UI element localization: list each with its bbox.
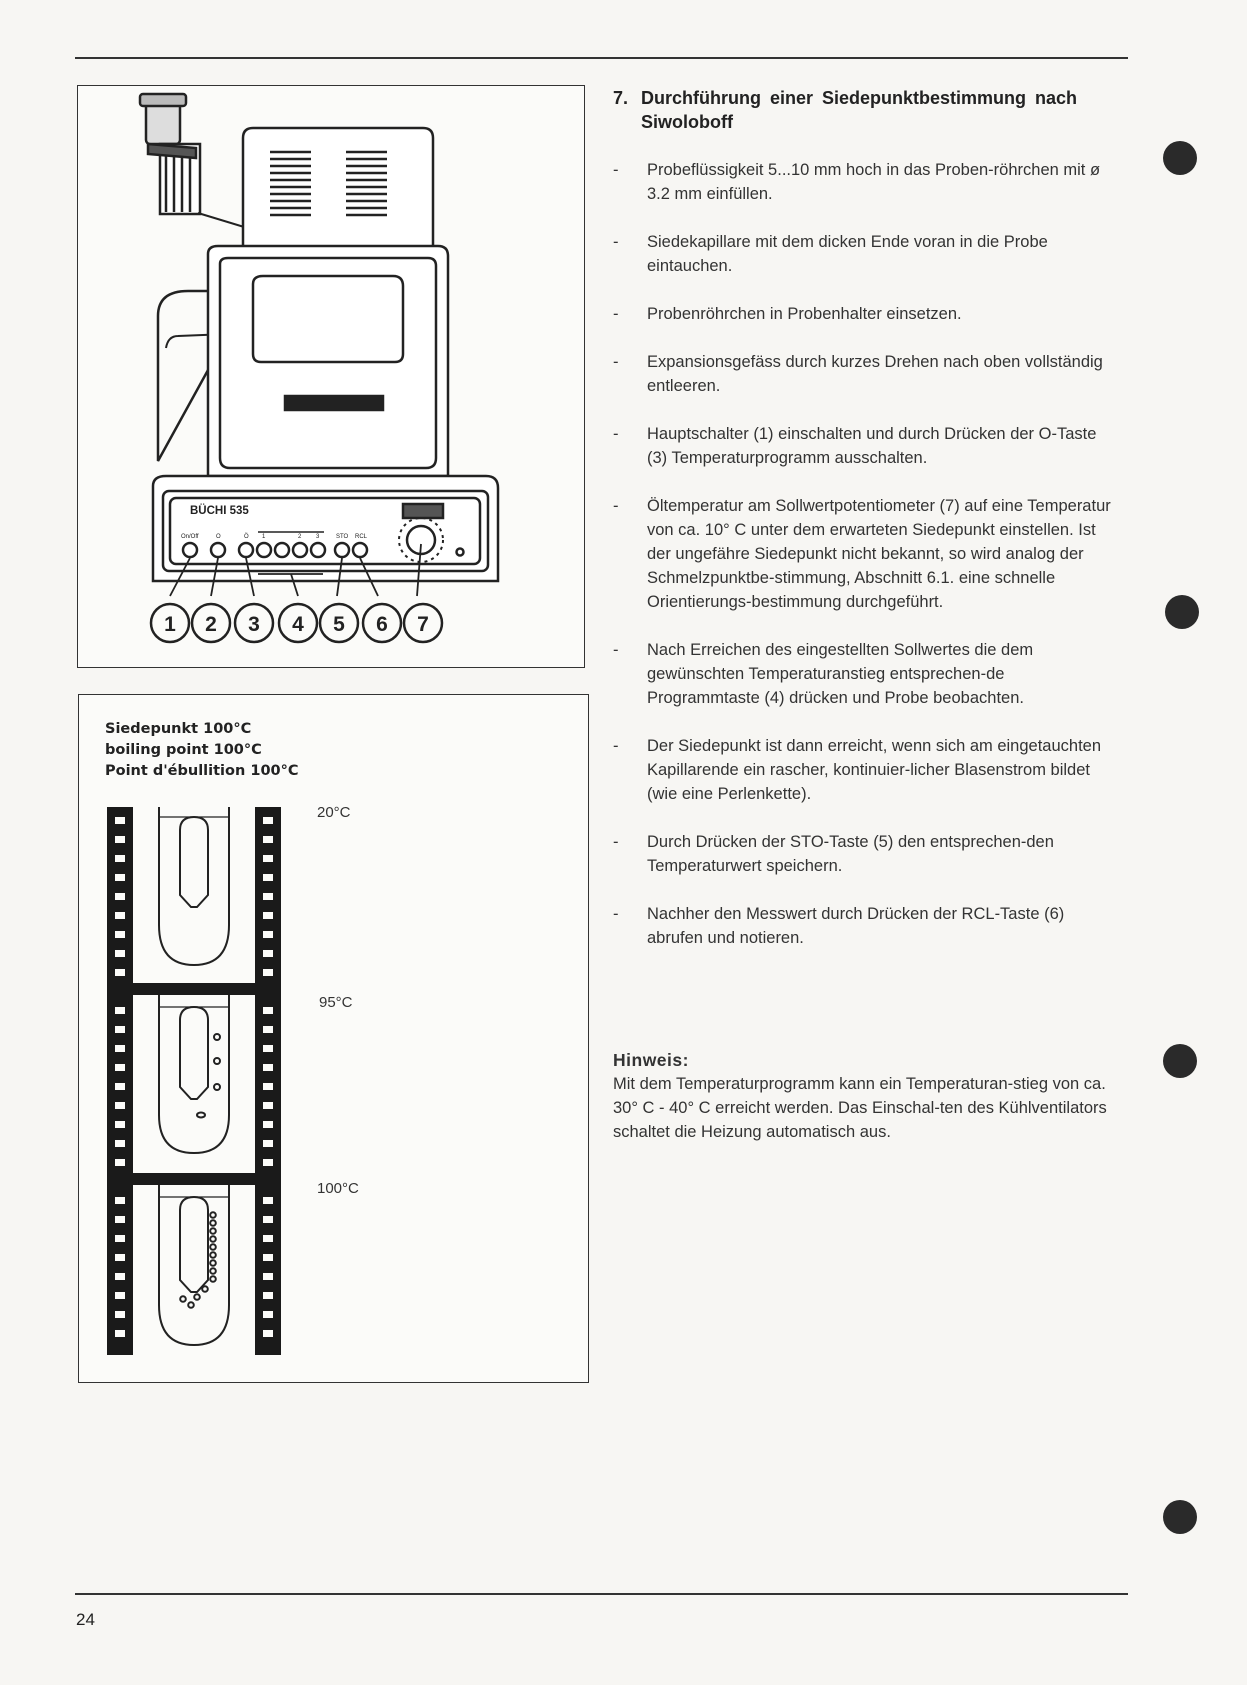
punch-hole-icon [1163, 1044, 1197, 1078]
panel-key: 3 [316, 534, 320, 540]
callout-4: 4 [292, 613, 304, 636]
callout-5: 5 [333, 613, 345, 636]
bottom-rule [75, 1593, 1128, 1595]
callout-1: 1 [164, 613, 176, 636]
list-item: - Nach Erreichen des eingestellten Sollwertes die dem gewünschten Temperaturanstieg entsprechen-de Programmtaste (4) drücken und Probe beobachten. [613, 641, 1034, 707]
list-item: - Expansionsgefäss durch kurzes Drehen nach oben vollständig entleeren. [613, 353, 1103, 395]
list-item: - Öltemperatur am Sollwertpotentiometer (7) auf eine Temperatur von ca. 10° C unter dem erwarteten Siedepunkt einstellen. Ist der ungefähre Siedepunkt nicht bekannt, so wird analog der Schmelzpunktbe-stimmung, Abschnitt 6.1. eine schnelle Orientierungs-bestimmung durchgeführt. [613, 497, 1111, 611]
section-title-text: Durchführung einer Siedepunktbestimmung nach Siwoloboff [641, 88, 1078, 132]
note-block [613, 1048, 1133, 1144]
panel-key: STO [336, 534, 349, 540]
temp-95: 95°C [319, 994, 353, 1011]
list-item: - Probeflüssigkeit 5...10 mm hoch in das Proben-röhrchen mit ø 3.2 mm einfüllen. [613, 161, 1101, 203]
panel-key: 2 [298, 534, 302, 540]
section-heading [613, 86, 1103, 134]
label-en: boiling point 100°C [105, 742, 262, 758]
list-item: - Der Siedepunkt ist dann erreicht, wenn sich am eingetauchten Kapillarende ein rascher, kontinuier-licher Blasenstrom bildet (wie eine Perlenkette). [613, 737, 1102, 803]
list-item: - Siedekapillare mit dem dicken Ende voran in die Probe eintauchen. [613, 233, 1048, 275]
film-strip-drawing [79, 695, 590, 1384]
panel-key: RCL [355, 534, 368, 540]
panel-key: Ö [244, 534, 249, 540]
callout-6: 6 [376, 613, 388, 636]
apparatus-drawing [78, 86, 586, 669]
label-de: Siedepunkt 100°C [105, 721, 252, 737]
section-title [613, 86, 1103, 134]
list-item: - Hauptschalter (1) einschalten und durch Drücken der O-Taste (3) Temperaturprogramm ausschalten. [613, 425, 1097, 467]
top-rule [75, 57, 1128, 59]
brand-label: BÜCHI 535 [190, 505, 249, 517]
punch-hole-icon [1163, 1500, 1197, 1534]
label-fr: Point d'ébullition 100°C [105, 763, 299, 779]
temp-20: 20°C [317, 804, 351, 821]
apparatus-figure [77, 85, 585, 668]
punch-hole-icon [1163, 141, 1197, 175]
callout-3: 3 [248, 613, 260, 636]
list-item: - Probenröhrchen in Probenhalter einsetzen. [613, 305, 962, 323]
callout-2: 2 [205, 613, 217, 636]
panel-key: On/Off [181, 534, 199, 540]
callout-7: 7 [417, 613, 429, 636]
note-text: Mit dem Temperaturprogramm kann ein Temperaturan-stieg von ca. 30° C - 40° C erreicht werden. Das Einschal-ten des Kühlventilators schaltet die Heizung automatisch aus. [613, 1075, 1107, 1141]
punch-hole-icon [1165, 595, 1199, 629]
temp-100: 100°C [317, 1180, 359, 1197]
list-item: - Durch Drücken der STO-Taste (5) den entsprechen-den Temperaturwert speichern. [613, 833, 1054, 875]
panel-key: O [216, 534, 221, 540]
note-heading: Hinweis: [613, 1050, 689, 1070]
list-item: - Nachher den Messwert durch Drücken der RCL-Taste (6) abrufen und notieren. [613, 905, 1065, 947]
page-number: 24 [76, 1610, 95, 1629]
panel-key: 1 [262, 534, 266, 540]
procedure-steps [613, 158, 1133, 974]
section-number: 7. [613, 88, 629, 108]
boiling-point-figure [78, 694, 589, 1383]
